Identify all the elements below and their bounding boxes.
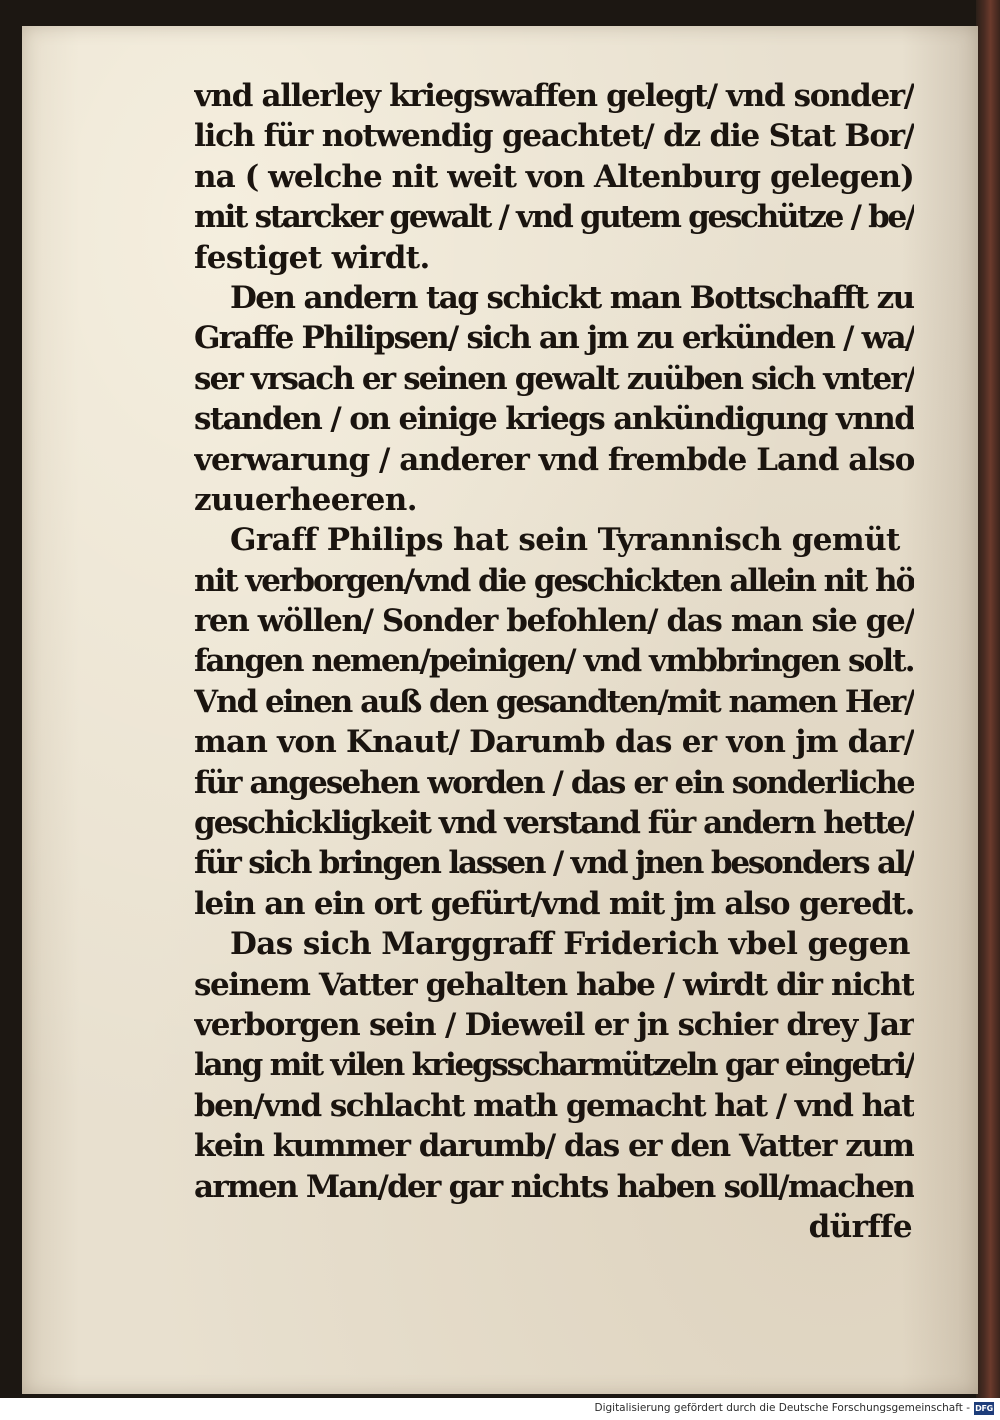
funding-notice: Digitalisierung gefördert durch die Deutsche Forschungsgemeinschaft - xyxy=(594,1402,970,1414)
text-line: standen / on einige kriegs ankündigung vnnd xyxy=(194,401,914,438)
text-line: man von Knaut/ Darumb das er von jm dar/ xyxy=(194,724,914,761)
footer-bar xyxy=(0,1398,1000,1420)
dfg-logo: DFG xyxy=(975,1404,993,1413)
text-line: fangen nemen/peinigen/ vnd vmbbringen solt. xyxy=(194,643,914,680)
text-line: ser vrsach er seinen gewalt zuüben sich vnter/ xyxy=(194,360,914,397)
text-line: kein kummer darumb/ das er den Vatter zum xyxy=(194,1128,914,1165)
text-line: ren wöllen/ Sonder befohlen/ das man sie ge/ xyxy=(194,603,914,640)
text-line: zuuerheeren. xyxy=(194,481,417,518)
text-line: für angesehen worden / das er ein sonderliche xyxy=(194,764,914,801)
page-edge xyxy=(976,0,1000,1398)
text-line: Das sich Marggraff Friderich vbel gegen xyxy=(230,926,910,963)
text-line: geschickligkeit vnd verstand für andern hette/ xyxy=(194,805,914,842)
text-line: lich für notwendig geachtet/ dz die Stat Bor/ xyxy=(194,118,914,155)
text-line: mit starcker gewalt / vnd gutem geschütze / be/ xyxy=(194,199,914,236)
text-line: verwarung / anderer vnd frembde Land also xyxy=(194,441,914,478)
book-page xyxy=(22,26,978,1394)
text-line: armen Man/der gar nichts haben soll/machen xyxy=(194,1168,914,1205)
catchword: dürffe xyxy=(808,1208,912,1245)
text-line: ben/vnd schlacht math gemacht hat / vnd hat xyxy=(194,1087,914,1124)
text-line: na ( welche nit weit von Altenburg gelegen) xyxy=(194,158,914,195)
text-line: Graffe Philipsen/ sich an jm zu erkünden / wa/ xyxy=(194,320,914,357)
text-line: seinem Vatter gehalten habe / wirdt dir nicht xyxy=(194,966,914,1003)
text-line: Graff Philips hat sein Tyrannisch gemüt xyxy=(230,522,900,559)
text-line: Den andern tag schickt man Bottschafft zu xyxy=(230,279,914,316)
text-line: festiget wirdt. xyxy=(194,239,430,276)
text-line: nit verborgen/vnd die geschickten allein nit hö xyxy=(194,562,914,599)
text-line: verborgen sein / Dieweil er jn schier drey Jar xyxy=(194,1006,914,1043)
text-line: lang mit vilen kriegsscharmützeln gar eingetri/ xyxy=(194,1047,914,1084)
text-line: vnd allerley kriegswaffen gelegt/ vnd sonder/ xyxy=(194,78,914,114)
text-block xyxy=(194,76,914,1247)
text-line: lein an ein ort gefürt/vnd mit jm also geredt. xyxy=(194,885,914,922)
text-line: Vnd einen auß den gesandten/mit namen Her/ xyxy=(194,683,914,720)
text-line: für sich bringen lassen / vnd jnen besonders al/ xyxy=(194,845,914,882)
